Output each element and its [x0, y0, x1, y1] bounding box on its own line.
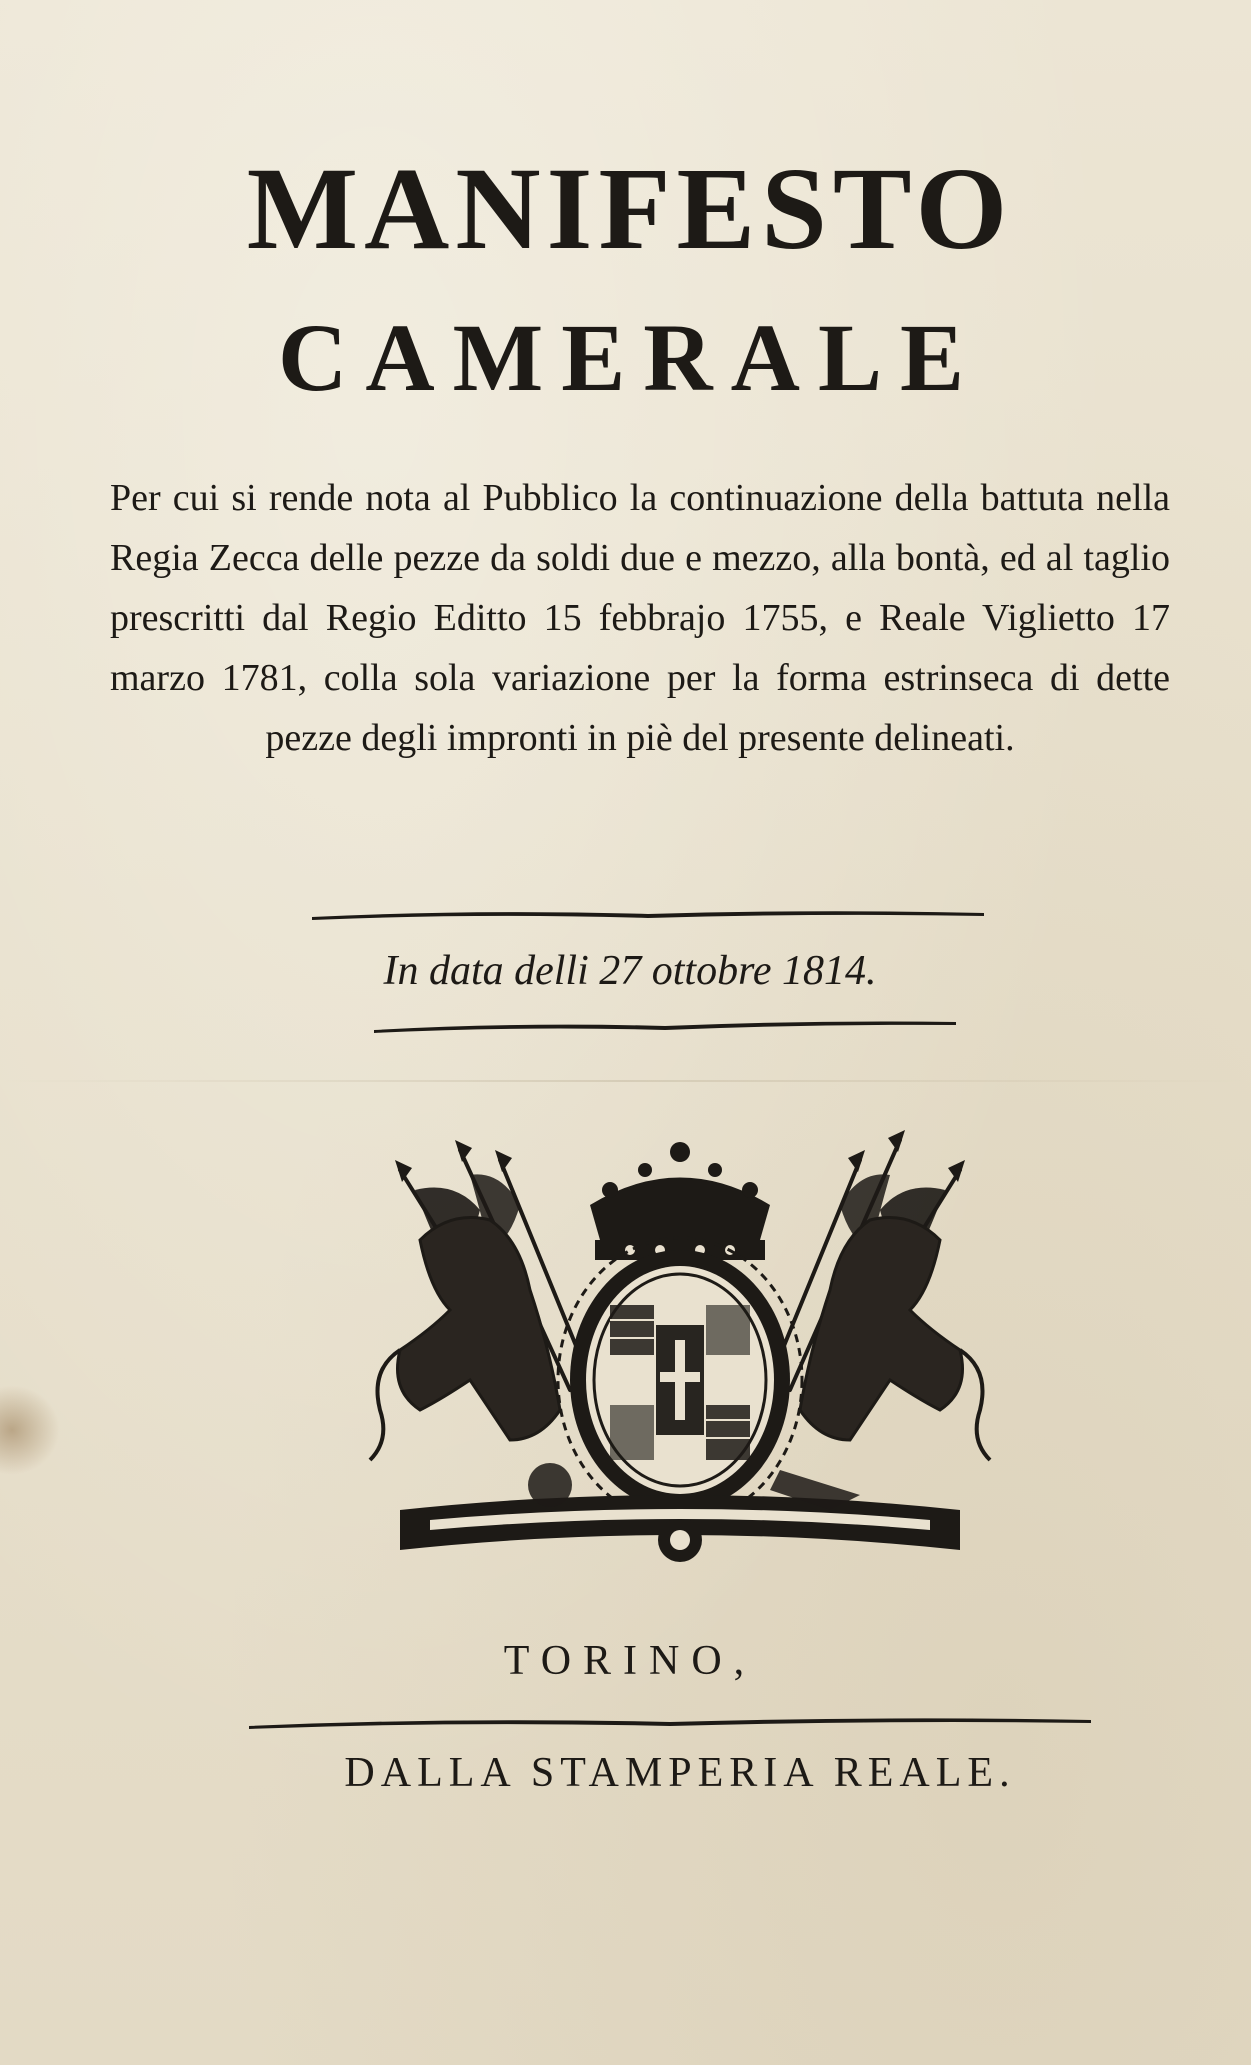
- body-paragraph: Per cui si rende nota al Pubblico la continuazione della battuta nella Regia Zecca delle pezze da soldi due e mezzo, alla bontà, ed al taglio prescritti dal Regio Editto 15 febbrajo 1755, e Reale Viglietto 17 marzo 1781, colla sola variazione per la forma estrinseca di dette pezze degli impronti in piè del presente delineati.: [110, 477, 1170, 759]
- royal-coat-of-arms-icon: [360, 1110, 1000, 1590]
- paper-stain: [0, 1385, 60, 1475]
- title-line-2: CAMERALE: [277, 304, 982, 411]
- date-line: In data delli 27 ottobre 1814.: [383, 948, 877, 994]
- paper-fold: [0, 1080, 1251, 1082]
- printer-line: DALLA STAMPERIA REALE.: [344, 1750, 1016, 1796]
- title-line-1: MANIFESTO: [246, 143, 1014, 274]
- place-line: TORINO,: [503, 1638, 757, 1684]
